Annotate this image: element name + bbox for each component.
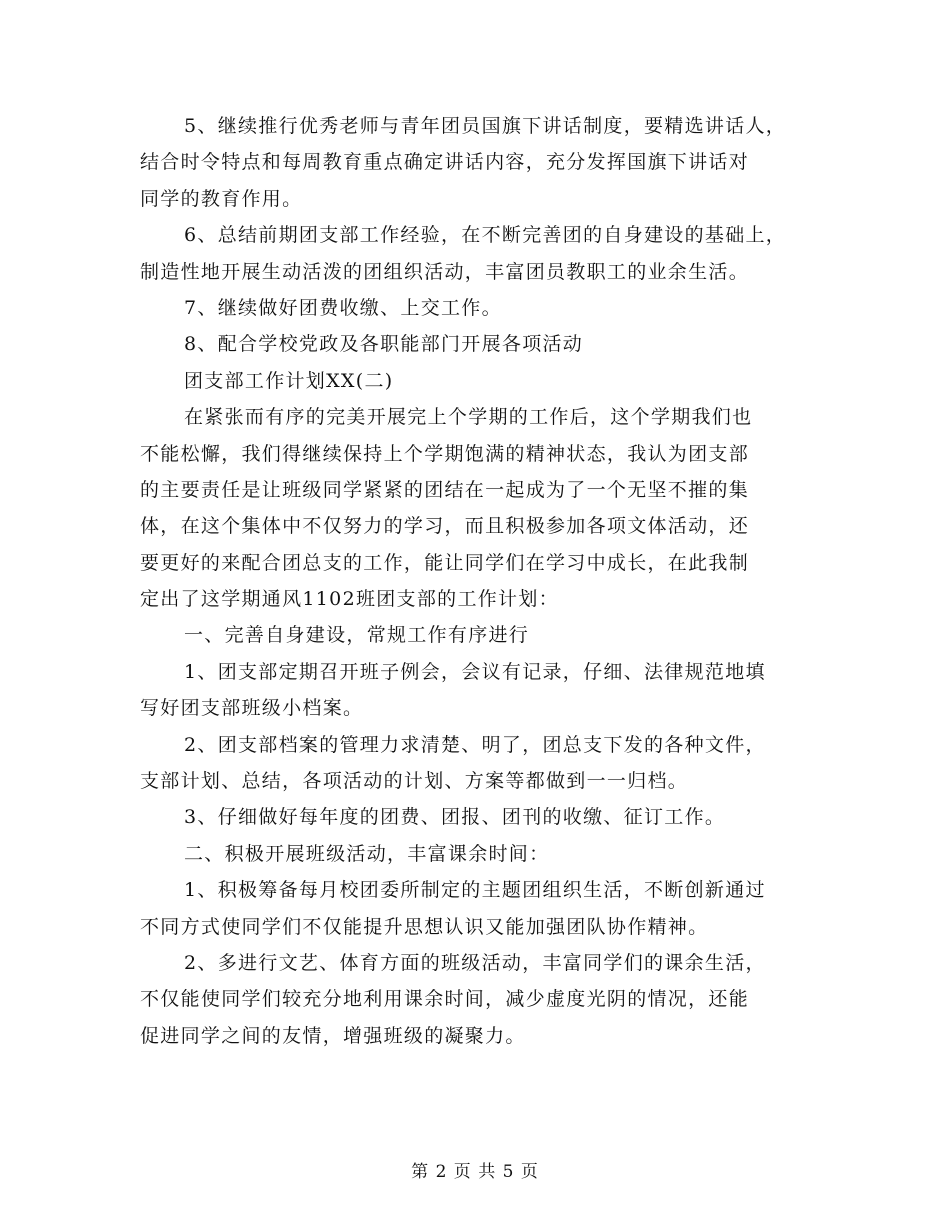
text-line: 不同方式使同学们不仅能提升思想认识又能加强团队协作精神。 [140,915,709,938]
text-line: 团支部工作计划XX(二) [184,369,394,392]
text-line: 2、团支部档案的管理力求清楚、明了，团总支下发的各种文件， [184,733,766,756]
text-line: 定出了这学期通风1102班团支部的工作计划： [140,588,559,611]
text-line: 5、继续推行优秀老师与青年团员国旗下讲话制度，要精选讲话人， [184,115,787,137]
text-line: 体，在这个集体中不仅努力的学习，而且积极参加各项文体活动，还 [140,515,750,538]
text-line: 6、总结前期团支部工作经验，在不断完善团的自身建设的基础上， [184,224,787,247]
text-line: 不能松懈，我们得继续保持上个学期饱满的精神状态，我认为团支部 [140,442,750,465]
text-line: 3、仔细做好每年度的团费、团报、团刊的收缴、征订工作。 [184,806,726,829]
document-body [140,108,830,1054]
text-line: 写好团支部班级小档案。 [140,697,364,720]
text-line: 1、积极筹备每月校团委所制定的主题团组织生活，不断创新通过 [184,879,766,902]
text-line: 同学的教育作用。 [140,187,303,210]
text-line: 8、配合学校党政及各职能部门开展各项活动 [184,333,584,356]
text-line: 的主要责任是让班级同学紧紧的团结在一起成为了一个无坚不摧的集 [140,478,750,501]
text-line: 7、继续做好团费收缴、上交工作。 [184,296,502,319]
text-line: 1、团支部定期召开班子例会，会议有记录，仔细、法律规范地填 [184,660,766,683]
text-line: 要更好的来配合团总支的工作，能让同学们在学习中成长，在此我制 [140,551,750,574]
text-line: 制造性地开展生动活泼的团组织活动，丰富团员教职工的业余生活。 [140,260,750,283]
text-line: 支部计划、总结，各项活动的计划、方案等都做到一一归档。 [140,770,689,793]
text-line: 在紧张而有序的完美开展完上个学期的工作后，这个学期我们也 [184,406,753,429]
text-line: 2、多进行文艺、体育方面的班级活动，丰富同学们的课余生活， [184,951,766,974]
page-footer: 第 2 页 共 5 页 [411,1162,539,1182]
text-line: 结合时令特点和每周教育重点确定讲话内容，充分发挥国旗下讲话对 [140,151,750,174]
text-line: 不仅能使同学们较充分地利用课余时间，减少虚度光阴的情况，还能 [140,988,750,1011]
text-line: 二、积极开展班级活动，丰富课余时间： [184,842,550,865]
text-line: 一、完善自身建设，常规工作有序进行 [184,624,530,647]
text-line: 促进同学之间的友情，增强班级的凝聚力。 [140,1024,526,1047]
